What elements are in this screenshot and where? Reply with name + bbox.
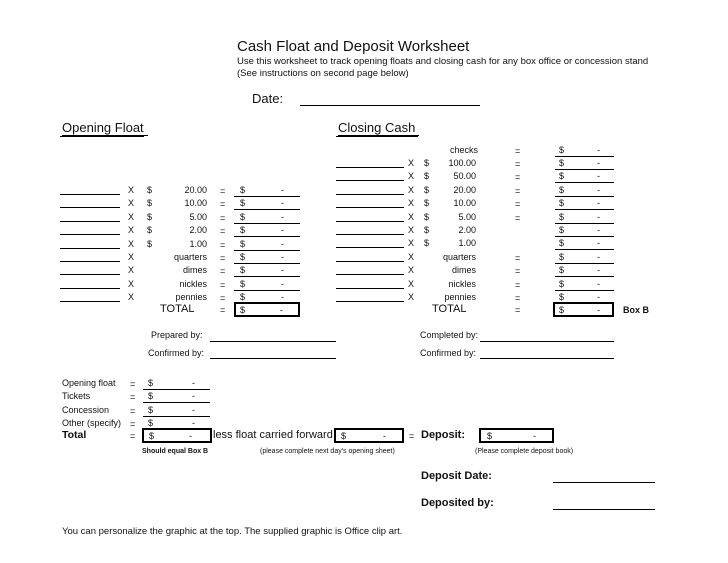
amount-value: - [192, 391, 195, 402]
equals-sign: = [220, 293, 226, 304]
amount-currency: $ [240, 185, 246, 195]
amount-value: - [597, 184, 600, 195]
multiply-sign: X [128, 211, 135, 222]
opening-amount-field[interactable] [234, 236, 300, 237]
amount-currency: $ [148, 378, 154, 388]
denomination-currency: $ [147, 198, 153, 209]
denomination-currency: $ [424, 184, 430, 195]
opening-amount-field[interactable] [234, 250, 300, 251]
multiply-sign: X [408, 238, 415, 249]
amount-currency: $ [559, 265, 565, 276]
multiply-sign: X [408, 211, 415, 222]
checks-label: checks [450, 145, 479, 155]
amount-value: - [597, 292, 600, 302]
deposit-date-field[interactable] [553, 482, 655, 483]
checks-equals: = [515, 146, 521, 156]
denomination-label: 1.00 [458, 238, 476, 249]
summary-label: Concession [62, 404, 110, 415]
denomination-currency: $ [147, 238, 153, 249]
amount-currency: $ [148, 417, 154, 428]
closing-amount-field[interactable] [555, 209, 614, 210]
closing-count-field[interactable] [336, 274, 404, 275]
amount-value: - [281, 292, 284, 303]
equals-sign: = [220, 186, 226, 196]
closing-count-field[interactable] [336, 194, 404, 195]
equals-sign: = [515, 172, 521, 183]
closing-count-field[interactable] [336, 167, 404, 168]
denomination-label: 5.00 [458, 211, 476, 222]
denomination-currency: $ [147, 225, 153, 236]
summary-label: Tickets [62, 391, 91, 402]
multiply-sign: X [408, 251, 415, 262]
multiply-sign: X [128, 252, 135, 262]
denomination-label: 2.00 [189, 225, 207, 236]
amount-currency: $ [559, 292, 565, 302]
amount-currency: $ [559, 225, 565, 235]
checks-amount-field[interactable] [555, 156, 614, 157]
amount-value: - [597, 238, 600, 249]
amount-value: - [597, 211, 600, 222]
summary-amount-field[interactable] [143, 389, 210, 390]
deposit-box[interactable] [479, 428, 554, 443]
closing-amount-field[interactable] [555, 236, 614, 237]
denomination-label: pennies [175, 292, 207, 303]
summary-total-equals: = [130, 431, 136, 441]
amount-value: - [281, 185, 284, 195]
closing-amount-field[interactable] [555, 290, 614, 291]
amount-value: - [597, 158, 600, 168]
denomination-currency: $ [424, 198, 430, 209]
closing-cash-heading: Closing Cash [338, 120, 419, 136]
opening-count-field[interactable] [60, 274, 120, 275]
denomination-currency: $ [424, 158, 430, 168]
amount-currency: $ [559, 198, 565, 209]
opening-count-field[interactable] [60, 248, 120, 249]
amount-currency: $ [240, 278, 246, 289]
amount-currency: $ [240, 292, 246, 303]
multiply-sign: X [128, 198, 135, 209]
closing-total-label: TOTAL [432, 303, 467, 315]
amount-currency: $ [240, 265, 246, 276]
multiply-sign: X [408, 265, 415, 276]
closing-total-currency: $ [559, 305, 565, 315]
amount-value: - [281, 211, 284, 222]
opening-confirmed-by-label: Confirmed by: [148, 348, 205, 358]
opening-heading-rule [60, 136, 144, 137]
equals-sign: = [515, 252, 521, 263]
denomination-label: 2.00 [458, 225, 476, 235]
amount-value: - [281, 225, 284, 236]
prepared-by-label: Prepared by: [151, 330, 203, 340]
opening-total-equals: = [220, 305, 226, 315]
amount-value: - [597, 278, 600, 289]
closing-heading-rule [336, 136, 418, 137]
closing-amount-field[interactable] [555, 263, 614, 264]
equals-sign: = [515, 266, 521, 277]
amount-currency: $ [559, 251, 565, 262]
amount-currency: $ [240, 198, 246, 209]
amount-currency: $ [559, 278, 565, 289]
amount-value: - [597, 225, 600, 235]
denomination-currency: $ [424, 211, 430, 222]
amount-currency: $ [240, 225, 246, 236]
denomination-label: nickles [448, 278, 476, 289]
denomination-currency: $ [424, 171, 430, 182]
checks-value: - [597, 145, 600, 155]
opening-count-field[interactable] [60, 288, 120, 289]
amount-currency: $ [559, 184, 565, 195]
opening-count-field[interactable] [60, 234, 120, 235]
multiply-sign: X [408, 158, 415, 168]
deposit-note: (Please complete deposit book) [475, 448, 574, 455]
closing-count-field[interactable] [336, 288, 404, 289]
denomination-label: 10.00 [184, 198, 207, 209]
equals-sign: = [515, 279, 521, 290]
multiply-sign: X [408, 278, 415, 289]
subtitle: Use this worksheet to track opening floats and closing cash for any box office or concession stand [237, 56, 649, 67]
float-carried-forward-box[interactable] [334, 428, 404, 443]
less-float-note: (please complete next day's opening sheet) [260, 448, 395, 455]
amount-value: - [192, 417, 195, 428]
footer-note: You can personalize the graphic at the top. The supplied graphic is Office clip art. [62, 526, 403, 537]
summary-total-box[interactable] [142, 428, 212, 443]
closing-total-value: - [597, 305, 600, 315]
amount-currency: $ [240, 238, 246, 249]
denomination-label: nickles [179, 278, 207, 289]
opening-amount-field[interactable] [234, 276, 300, 277]
closing-count-field[interactable] [336, 221, 404, 222]
amount-currency: $ [148, 391, 154, 402]
amount-value: - [281, 198, 284, 209]
amount-value: - [597, 198, 600, 209]
amount-currency: $ [240, 211, 246, 222]
equals-sign: = [130, 379, 136, 389]
closing-count-field[interactable] [336, 234, 404, 235]
summary-label: Opening float [62, 378, 116, 388]
multiply-sign: X [408, 292, 415, 302]
opening-total-value: - [280, 305, 283, 315]
multiply-sign: X [408, 225, 415, 235]
amount-currency: $ [559, 171, 565, 182]
closing-amount-field[interactable] [555, 182, 614, 183]
amount-value: - [281, 238, 284, 249]
equals-sign: = [515, 159, 521, 169]
deposited-by-field[interactable] [553, 509, 655, 510]
opening-count-field[interactable] [60, 301, 120, 302]
closing-total-box[interactable] [553, 302, 614, 317]
float-carried-currency: $ [341, 431, 347, 441]
deposited-by-label: Deposited by: [421, 497, 494, 509]
denomination-currency: $ [147, 185, 153, 195]
denomination-currency: $ [424, 238, 430, 249]
denomination-label: quarters [173, 252, 207, 262]
closing-amount-field[interactable] [555, 223, 614, 224]
equals-sign: = [130, 418, 136, 429]
subtitle-instructions: (See instructions on second page below) [237, 68, 409, 79]
completed-by-field[interactable] [480, 341, 614, 342]
opening-amount-field[interactable] [234, 223, 300, 224]
opening-amount-field[interactable] [234, 196, 300, 197]
opening-count-field[interactable] [60, 261, 120, 262]
multiply-sign: X [128, 225, 135, 236]
closing-amount-field[interactable] [555, 276, 614, 277]
closing-amount-field[interactable] [555, 196, 614, 197]
amount-value: - [192, 404, 195, 415]
prepared-by-field[interactable] [210, 341, 336, 342]
equals-sign: = [220, 253, 226, 263]
equals-sign: = [130, 392, 136, 403]
equals-sign: = [220, 266, 226, 277]
amount-currency: $ [148, 404, 154, 415]
multiply-sign: X [408, 171, 415, 182]
opening-count-field[interactable] [60, 194, 120, 195]
equals-sign: = [515, 212, 521, 223]
summary-amount-field[interactable] [143, 416, 210, 417]
closing-confirmed-by-field[interactable] [480, 358, 614, 359]
amount-value: - [597, 251, 600, 262]
multiply-sign: X [408, 184, 415, 195]
amount-value: - [281, 265, 284, 276]
denomination-label: dimes [451, 265, 476, 276]
opening-amount-field[interactable] [234, 209, 300, 210]
denomination-label: 1.00 [189, 238, 207, 249]
summary-total-value: - [189, 431, 192, 441]
opening-total-label: TOTAL [160, 303, 195, 315]
summary-label: Other (specify) [62, 417, 122, 428]
closing-count-field[interactable] [336, 301, 404, 302]
equals-sign: = [220, 279, 226, 290]
closing-count-field[interactable] [336, 207, 404, 208]
equals-sign: = [220, 239, 226, 250]
deposit-label: Deposit: [421, 429, 465, 441]
denomination-label: 5.00 [189, 211, 207, 222]
opening-float-heading: Opening Float [62, 120, 148, 136]
amount-value: - [281, 278, 284, 289]
equals-sign: = [515, 185, 521, 196]
opening-total-box[interactable] [234, 302, 300, 317]
opening-amount-field[interactable] [234, 263, 300, 264]
multiply-sign: X [128, 185, 135, 195]
denomination-label: quarters [442, 251, 476, 262]
equals-sign: = [220, 226, 226, 237]
deposit-date-label: Deposit Date: [421, 470, 492, 482]
amount-value: - [192, 378, 195, 388]
denomination-label: dimes [182, 265, 207, 276]
date-label: Date: [252, 91, 284, 106]
amount-value: - [597, 265, 600, 276]
denomination-label: 50.00 [453, 171, 476, 182]
equals-sign: = [515, 199, 521, 210]
less-float-label: less float carried forward [213, 429, 333, 441]
denomination-label: 10.00 [453, 198, 476, 209]
date-field[interactable] [300, 105, 480, 106]
amount-value: - [597, 171, 600, 182]
page-title: Cash Float and Deposit Worksheet [237, 38, 470, 55]
denomination-currency: $ [147, 211, 153, 222]
equals-sign: = [220, 199, 226, 210]
closing-count-field[interactable] [336, 261, 404, 262]
should-equal-note: Should equal Box B [142, 448, 209, 455]
multiply-sign: X [128, 265, 135, 276]
summary-amount-field[interactable] [143, 402, 210, 403]
opening-amount-field[interactable] [234, 290, 300, 291]
amount-currency: $ [240, 252, 246, 262]
equals-sign: = [515, 293, 521, 303]
denomination-label: 100.00 [448, 158, 476, 168]
opening-count-field[interactable] [60, 207, 120, 208]
equals-sign: = [220, 212, 226, 223]
amount-value: - [281, 252, 284, 262]
float-carried-value: - [383, 431, 386, 441]
closing-amount-field[interactable] [555, 169, 614, 170]
denomination-label: pennies [444, 292, 476, 302]
checks-currency: $ [559, 145, 565, 155]
denomination-label: 20.00 [453, 184, 476, 195]
amount-currency: $ [559, 238, 565, 249]
summary-total-currency: $ [149, 431, 155, 441]
closing-amount-field[interactable] [555, 249, 614, 250]
multiply-sign: X [408, 198, 415, 209]
closing-count-field[interactable] [336, 247, 404, 248]
denomination-currency: $ [424, 225, 430, 235]
multiply-sign: X [128, 238, 135, 249]
opening-count-field[interactable] [60, 221, 120, 222]
multiply-sign: X [128, 292, 135, 303]
amount-currency: $ [559, 158, 565, 168]
equals-sign: = [130, 405, 136, 416]
denomination-label: 20.00 [184, 185, 207, 195]
deposit-equals: = [409, 431, 415, 441]
opening-confirmed-by-field[interactable] [210, 358, 336, 359]
box-b-label: Box B [623, 305, 650, 315]
opening-total-currency: $ [240, 305, 246, 315]
completed-by-label: Completed by: [420, 330, 479, 340]
summary-total-label: Total [62, 429, 87, 441]
deposit-currency: $ [487, 431, 493, 441]
amount-currency: $ [559, 211, 565, 222]
closing-confirmed-by-label: Confirmed by: [420, 348, 477, 358]
multiply-sign: X [128, 278, 135, 289]
closing-count-field[interactable] [336, 180, 404, 181]
deposit-value: - [533, 431, 536, 441]
closing-total-equals: = [515, 305, 521, 315]
